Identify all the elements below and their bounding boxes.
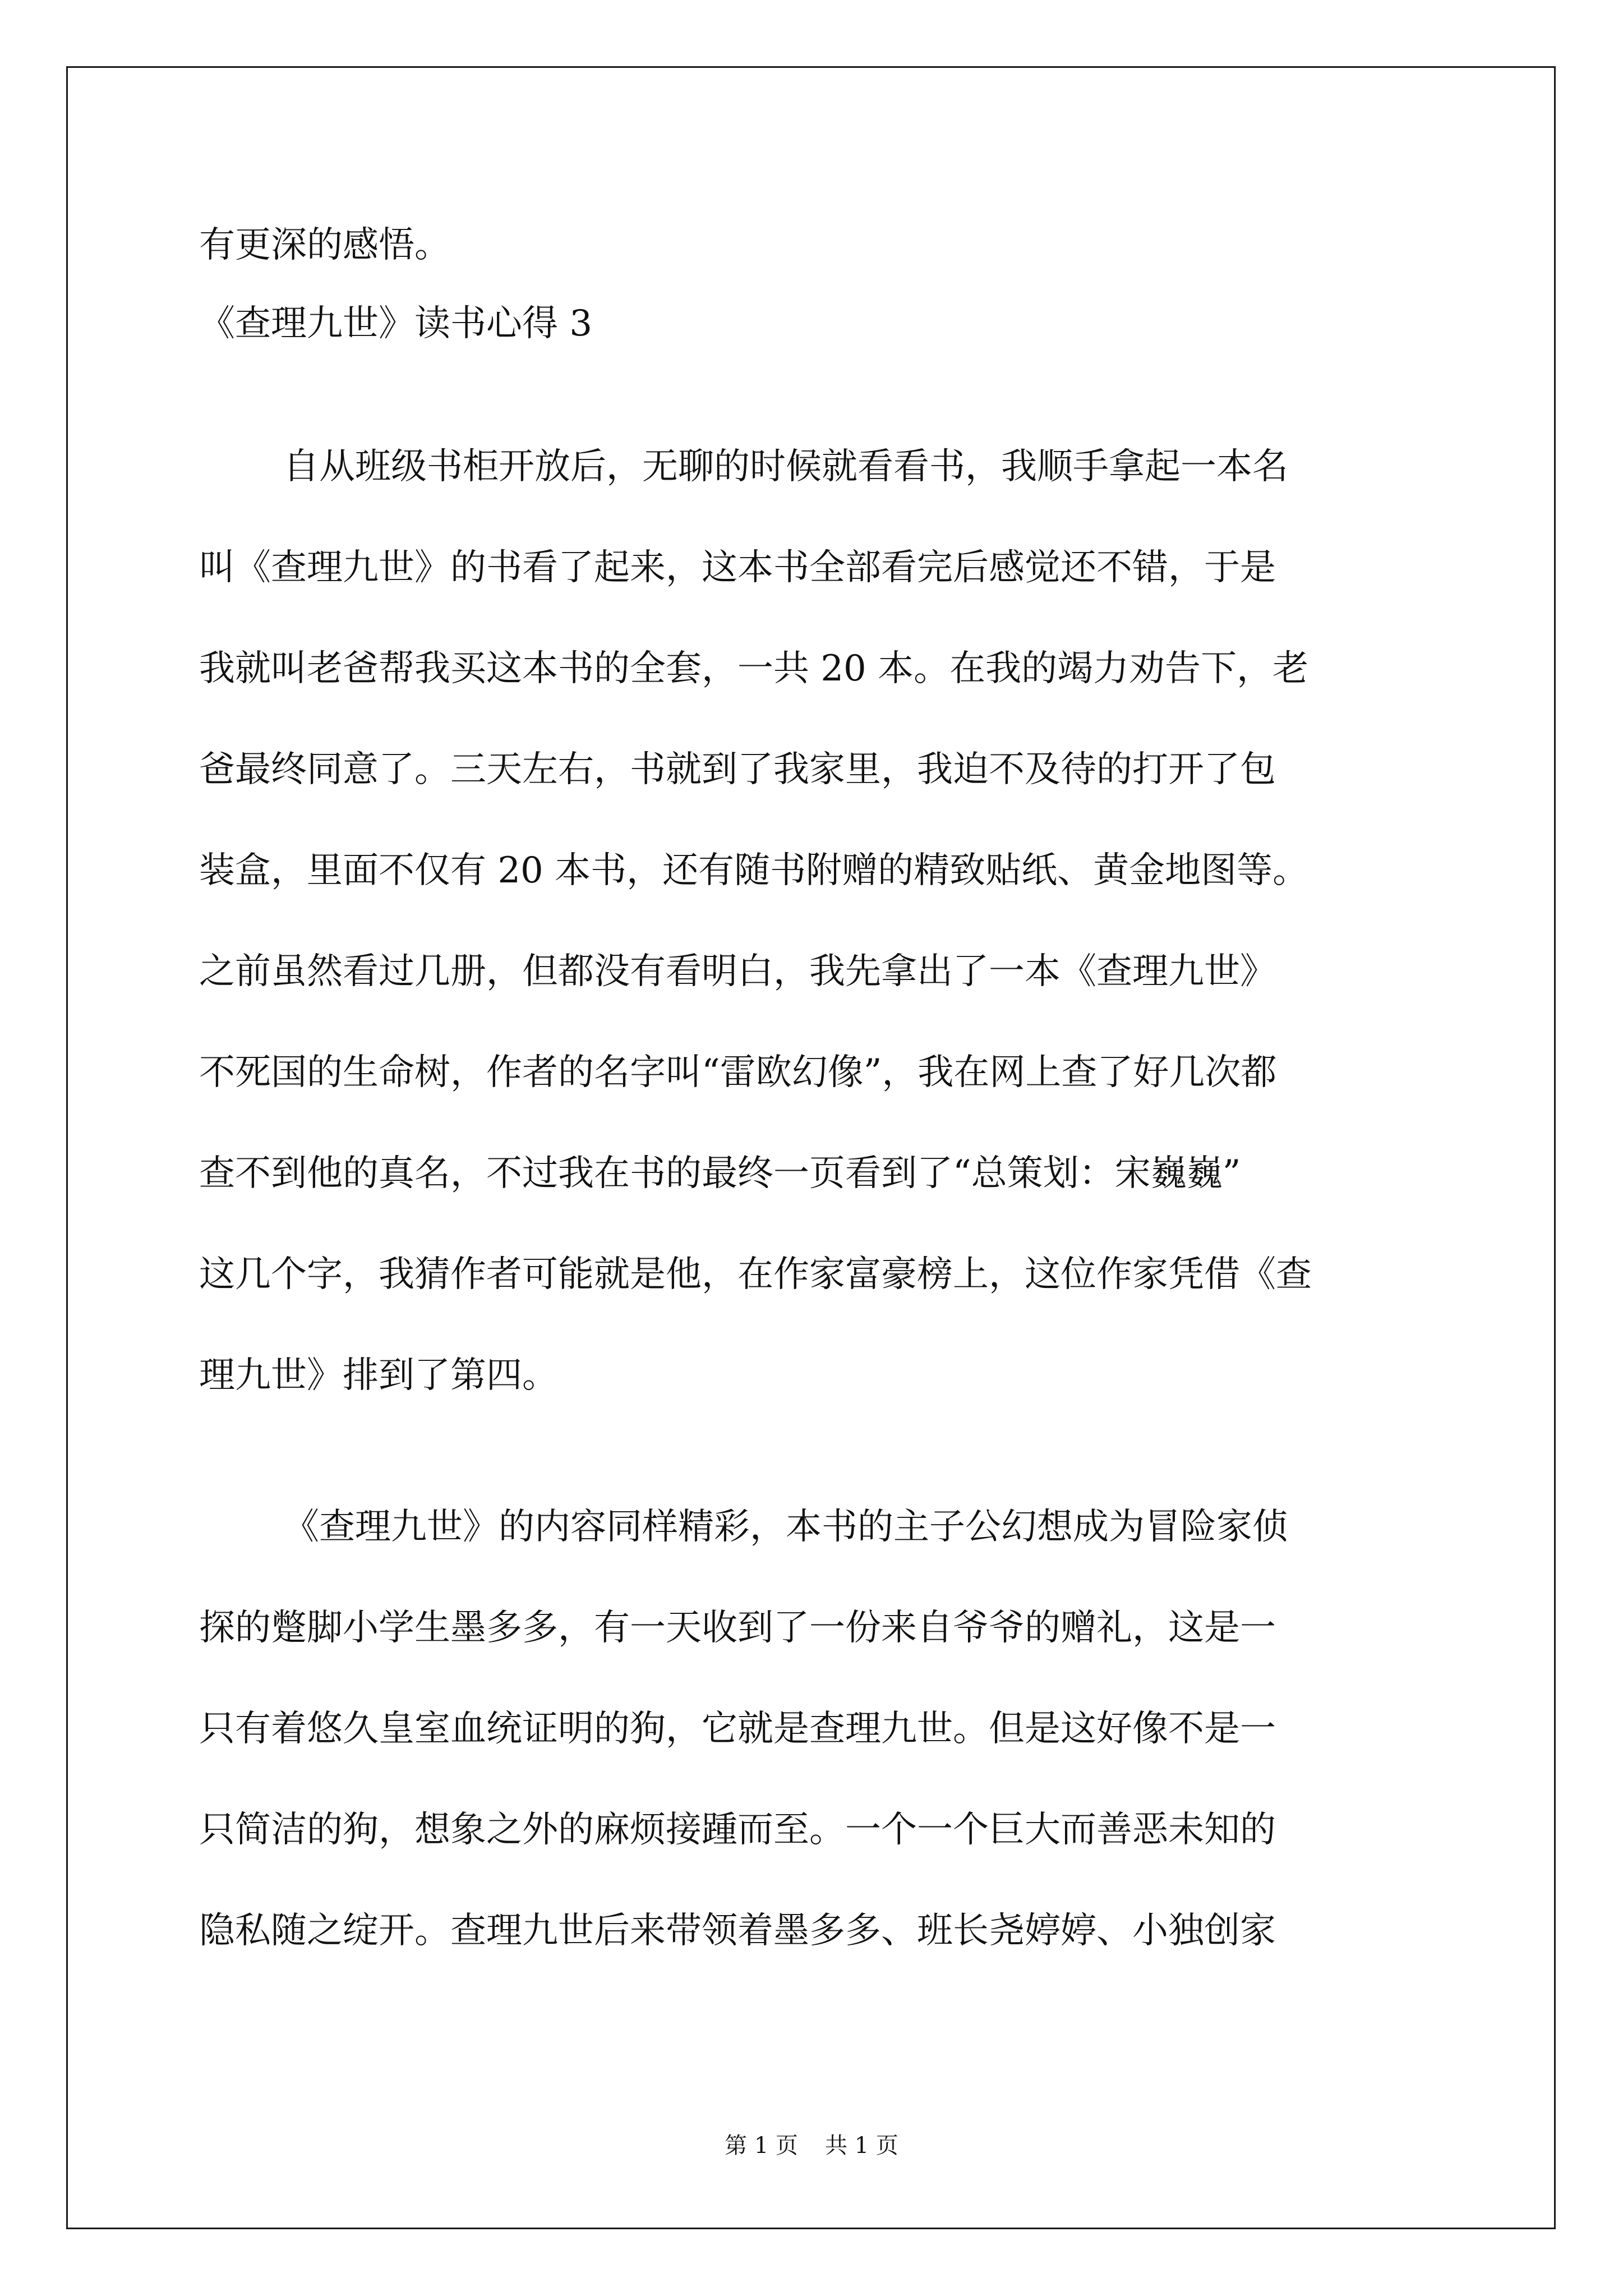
paragraph-line: 隐私随之绽开。查理九世后来带领着墨多多、班长尧婷婷、小独创家	[199, 1910, 1276, 1952]
paragraph-line: 《查理九世》的内容同样精彩，本书的主子公幻想成为冒险家侦	[283, 1506, 1288, 1548]
paragraph-line: 探的蹩脚小学生墨多多，有一天收到了一份来自爷爷的赠礼，这是一	[199, 1607, 1276, 1649]
paragraph-line: 这几个字，我猜作者可能就是他，在作家富豪榜上，这位作家凭借《查	[199, 1254, 1312, 1295]
paragraph-line: 查不到他的真名，不过我在书的最终一页看到了“总策划：宋巍巍”	[199, 1153, 1241, 1194]
paragraph-line: 有更深的感悟。	[199, 224, 450, 266]
paragraph-line: 爸最终同意了。三天左右，书就到了我家里，我迫不及待的打开了包	[199, 749, 1276, 790]
page-footer	[0, 2134, 1623, 2157]
page-total: 共 1 页	[825, 2133, 898, 2159]
paragraph-line: 只简洁的狗，想象之外的麻烦接踵而至。一个一个巨大而善恶未知的	[199, 1809, 1276, 1851]
paragraph-line: 自从班级书柜开放后，无聊的时候就看看书，我顺手拿起一本名	[283, 446, 1288, 487]
paragraph-line: 我就叫老爸帮我买这本书的全套，一共 20 本。在我的竭力劝告下，老	[199, 648, 1309, 689]
page-border	[66, 66, 1556, 2229]
section-heading: 《查理九世》读书心得 3	[199, 303, 593, 344]
paragraph-line: 只有着悠久皇室血统证明的狗，它就是查理九世。但是这好像不是一	[199, 1708, 1276, 1750]
paragraph-line: 叫《查理九世》的书看了起来，这本书全部看完后感觉还不错，于是	[199, 547, 1276, 588]
paragraph-line: 理九世》排到了第四。	[199, 1355, 558, 1396]
paragraph-line: 不死国的生命树，作者的名字叫“雷欧幻像”，我在网上查了好几次都	[199, 1052, 1277, 1093]
page-number: 第 1 页	[725, 2133, 798, 2159]
paragraph-line: 之前虽然看过几册，但都没有看明白，我先拿出了一本《查理九世》	[199, 951, 1276, 992]
paragraph-line: 装盒，里面不仅有 20 本书，还有随书附赠的精致贴纸、黄金地图等。	[199, 850, 1309, 891]
